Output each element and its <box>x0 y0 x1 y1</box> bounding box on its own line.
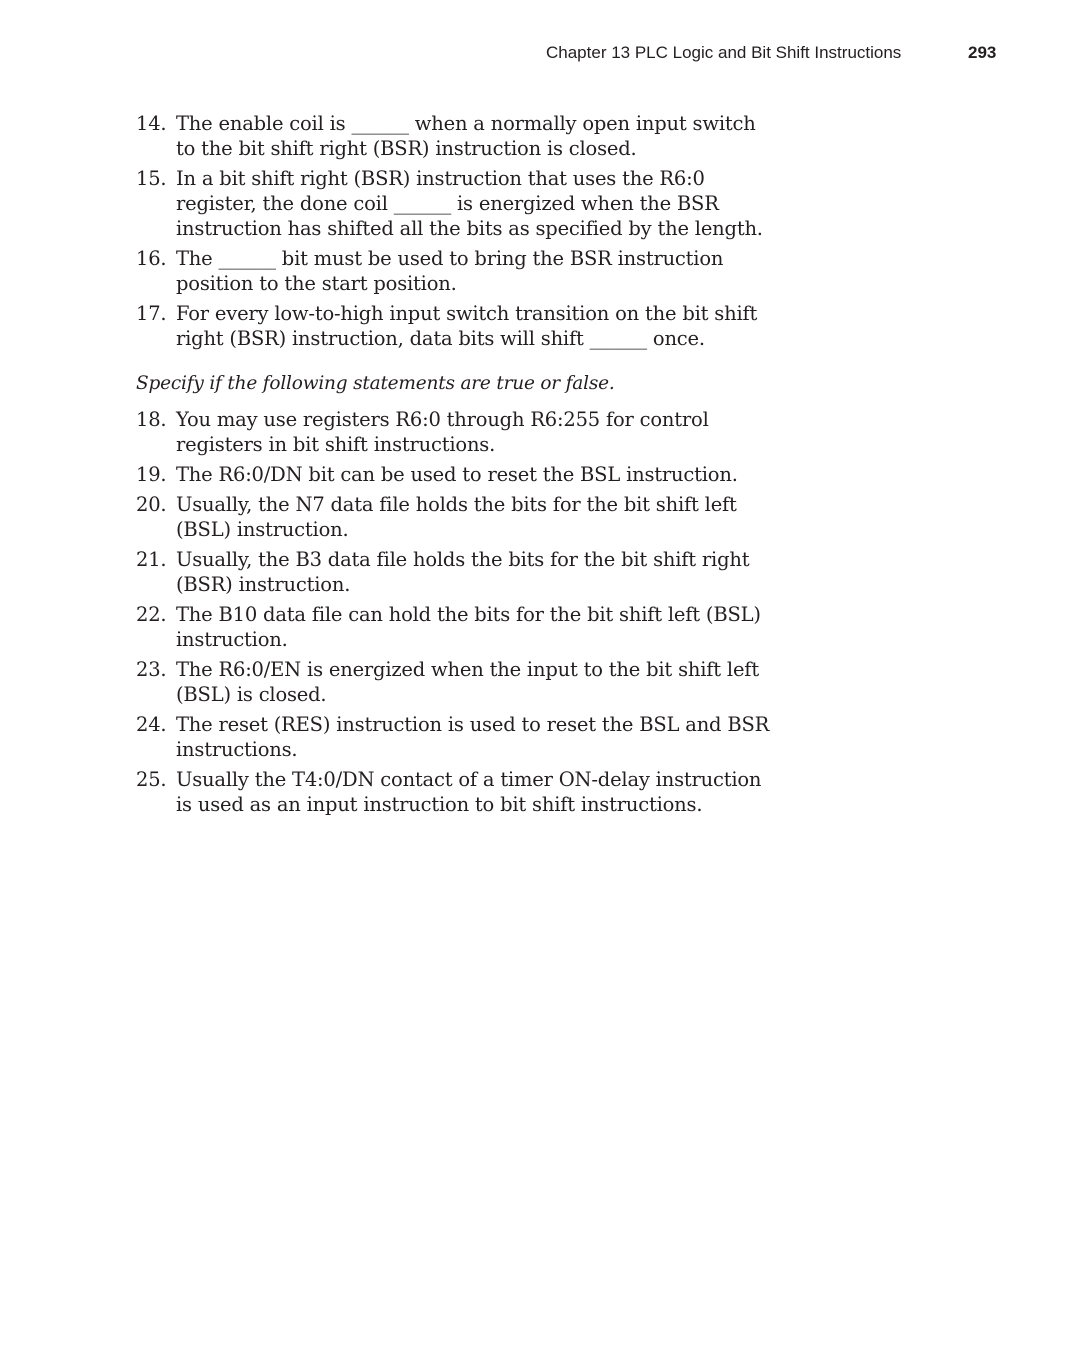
question-19 <box>136 462 776 487</box>
question-20 <box>136 492 776 542</box>
question-number: 16. <box>136 247 167 270</box>
question-number: 24. <box>136 713 167 736</box>
question-16 <box>136 246 776 296</box>
running-head <box>0 41 1088 65</box>
question-number: 18. <box>136 408 167 431</box>
question-17 <box>136 301 776 351</box>
question-number: 19. <box>136 463 167 486</box>
question-text: Usually, the N7 data file holds the bits for the bit shift left (BSL) instruction. <box>176 493 737 541</box>
question-24 <box>136 712 776 762</box>
question-number: 20. <box>136 493 167 516</box>
question-22 <box>136 602 776 652</box>
question-number: 15. <box>136 167 167 190</box>
question-text: You may use registers R6:0 through R6:255 for control registers in bit shift instructions. <box>176 408 709 456</box>
question-text: The B10 data file can hold the bits for the bit shift left (BSL) instruction. <box>176 603 761 651</box>
question-text: The R6:0/DN bit can be used to reset the BSL instruction. <box>176 463 738 486</box>
question-text: The reset (RES) instruction is used to reset the BSL and BSR instructions. <box>176 713 770 761</box>
question-18 <box>136 407 776 457</box>
question-25 <box>136 767 776 817</box>
question-number: 25. <box>136 768 167 791</box>
question-text: The ______ bit must be used to bring the BSR instruction position to the start position. <box>176 247 724 295</box>
question-text: For every low-to-high input switch transition on the bit shift right (BSR) instruction, data bits will shift ______ once. <box>176 302 758 350</box>
question-14 <box>136 111 776 161</box>
question-number: 17. <box>136 302 167 325</box>
question-text: The enable coil is ______ when a normally open input switch to the bit shift right (BSR) instruction is closed. <box>176 112 756 160</box>
page-number: 293 <box>968 43 997 62</box>
true-false-instruction: Specify if the following statements are true or false. <box>136 373 615 394</box>
question-number: 22. <box>136 603 167 626</box>
question-15 <box>136 166 776 241</box>
chapter-title: Chapter 13 PLC Logic and Bit Shift Instructions <box>546 43 902 62</box>
question-text: The R6:0/EN is energized when the input to the bit shift left (BSL) is closed. <box>176 658 759 706</box>
question-number: 21. <box>136 548 167 571</box>
question-text: In a bit shift right (BSR) instruction that uses the R6:0 register, the done coil ______ is energized when the BSR instruction has shifted all the bits as specified by the length. <box>176 167 763 240</box>
question-23 <box>136 657 776 707</box>
question-list <box>136 111 776 822</box>
question-text: Usually, the B3 data file holds the bits for the bit shift right (BSR) instruction. <box>176 548 750 596</box>
question-text: Usually the T4:0/DN contact of a timer ON-delay instruction is used as an input instruction to bit shift instructions. <box>176 768 762 816</box>
question-number: 14. <box>136 112 167 135</box>
question-number: 23. <box>136 658 167 681</box>
question-21 <box>136 547 776 597</box>
